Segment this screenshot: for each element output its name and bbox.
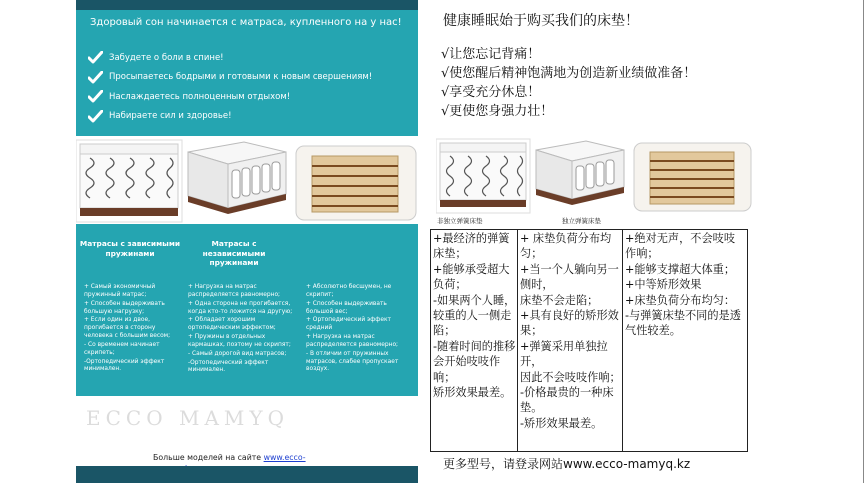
cn-comparison-table	[430, 229, 748, 452]
bonnell-spring-mattress-image	[76, 140, 182, 222]
list-item: +最经济的弹簧床垫；	[433, 232, 510, 261]
cn-caption-mid: 独立弹簧床垫	[562, 217, 601, 225]
table-cell	[518, 230, 623, 452]
bonnell-spring-mattress-image	[436, 139, 530, 213]
pocket-spring-mattress-image	[184, 140, 290, 222]
list-item: + Ортопедический эффект средний	[306, 317, 391, 332]
list-item: 因此不会吱吱作响；	[520, 370, 621, 384]
ru-benefit-text: Набираете сил и здоровье!	[109, 111, 232, 122]
cn-benefit-item: √更使您身强力壮！	[441, 104, 554, 119]
list-item: + Обладает хорошим ортопедическим эффектом;	[188, 317, 276, 332]
list-item: + Нагрузка на матрас распределяется равномерно;	[188, 284, 281, 298]
list-item: +当一个人躺向另一侧时，	[520, 262, 619, 292]
list-item: -与弹簧床垫不同的是透气性较差。	[625, 309, 741, 338]
cn-benefit-item: √享受充分休息！	[441, 85, 541, 100]
list-item: + Нагрузка на матрас распределяется равномерно;	[306, 334, 399, 348]
coconut-mattress-image	[292, 140, 418, 222]
list-item: + Самый экономичный пружинный матрас;	[84, 284, 156, 298]
page-edge-line	[863, 0, 864, 483]
ru-benefit-text: Забудете о боли в спине!	[109, 52, 224, 63]
list-item: + Абсолютно бесшумен, не скрипит;	[306, 284, 392, 298]
list-item: -随着时间的推移	[433, 339, 516, 353]
ru-heading: Здоровый сон начинается с матраса, купленного на у нас!	[90, 17, 402, 28]
cn-benefit-item: √使您醒后精神饱满地为创造新业绩做准备！	[441, 66, 697, 81]
ru-benefit-item	[88, 107, 372, 127]
list-item: -Ортопедический эффект минимален.	[84, 358, 165, 373]
ru-col1-list	[84, 284, 182, 374]
list-item: - В отличии от пружинных матрасов, слабее пропускает воздух.	[306, 350, 399, 373]
cn-title: 健康睡眠始于购买我们的床垫！	[443, 13, 639, 29]
cn-footer: 更多型号，请登录网站www.ecco-mamyq.kz	[443, 457, 691, 471]
ru-benefit-item	[88, 68, 372, 88]
list-item: 矫形效果最差。	[433, 386, 512, 400]
list-item: +具有良好的矫形效果；	[520, 309, 619, 338]
checkmark-icon	[88, 71, 103, 84]
watermark-area	[76, 396, 418, 452]
ru-col3-list	[306, 284, 406, 374]
list-item: -矫形效果最差。	[520, 416, 603, 430]
list-item: +能够承受超大负荷；	[433, 262, 510, 292]
list-item: + Способен выдерживать большой вес;	[306, 300, 387, 315]
cn-benefit-item: √让您忘记背痛！	[441, 47, 541, 62]
list-item: -Ортопедический эффект минимален.	[188, 359, 269, 374]
table-row	[431, 230, 748, 452]
checkmark-icon	[88, 90, 103, 103]
list-item: +弹簧采用单独拉开，	[520, 339, 608, 369]
table-cell	[623, 230, 748, 452]
website-link[interactable]: www.ecco-	[263, 453, 306, 462]
cn-caption-left: 非独立弹簧床垫	[437, 217, 483, 225]
list-item: +中等矫形效果	[625, 278, 702, 292]
list-item: + Пружины в отдельных кармашках, поэтому не скрипят;	[188, 334, 291, 348]
table-cell	[431, 230, 518, 452]
list-item: -价格最贵的一种床垫。	[520, 386, 614, 415]
ru-hero-panel	[76, 10, 418, 136]
top-dark-bar	[76, 0, 418, 10]
list-item: + 床垫负荷分布均匀；	[520, 232, 612, 261]
ru-col2-title: Матрасы с независимыми пружинами	[202, 239, 266, 268]
pocket-spring-mattress-image	[532, 139, 628, 213]
ru-mattress-images	[76, 138, 418, 224]
list-item: +床垫负荷分布均匀：	[625, 293, 736, 307]
list-item: + Одна сторона не прогибается, когда кто-то ложится на другую;	[188, 300, 293, 315]
watermark-text: ECCO MAMYQ	[86, 406, 289, 430]
list-item: + Способен выдерживать большую нагрузку;	[84, 300, 165, 315]
ru-col2-list	[188, 284, 294, 375]
list-item: 会开始吱吱作响；	[433, 355, 501, 384]
cn-mattress-images	[436, 137, 755, 215]
list-item: -如果两个人睡，	[433, 293, 516, 307]
list-item: - Со временем начинает скрипеть;	[84, 341, 160, 356]
ru-footer-text: Больше моделей на сайте	[153, 453, 264, 462]
ru-col1-title: Матрасы с зависимыми пружинами	[79, 239, 181, 258]
list-item: 较重的人一侧走陷；	[433, 309, 512, 338]
checkmark-icon	[88, 110, 103, 123]
bottom-dark-bar	[76, 466, 418, 483]
ru-benefit-list	[88, 48, 372, 126]
ru-benefit-text: Наслаждаетесь полноценным отдыхом!	[109, 91, 291, 102]
coconut-mattress-image	[630, 139, 755, 213]
list-item: + Если один из двое, прогибается в сторону человека с большим весом;	[84, 317, 171, 340]
ru-benefit-text: Просыпаетесь бодрыми и готовыми к новым свершениям!	[109, 72, 373, 83]
list-item: +能够支撑超大体重；	[625, 262, 736, 276]
ru-benefit-item	[88, 87, 372, 107]
ru-comparison-panel	[76, 224, 418, 396]
list-item: - Самый дорогой вид матрасов;	[188, 350, 287, 357]
cn-benefit-list	[441, 45, 696, 121]
checkmark-icon	[88, 51, 103, 64]
list-item: 床垫不会走陷；	[520, 293, 599, 307]
ru-benefit-item	[88, 48, 372, 68]
list-item: +绝对无声，不会吱吱作响；	[625, 232, 736, 261]
